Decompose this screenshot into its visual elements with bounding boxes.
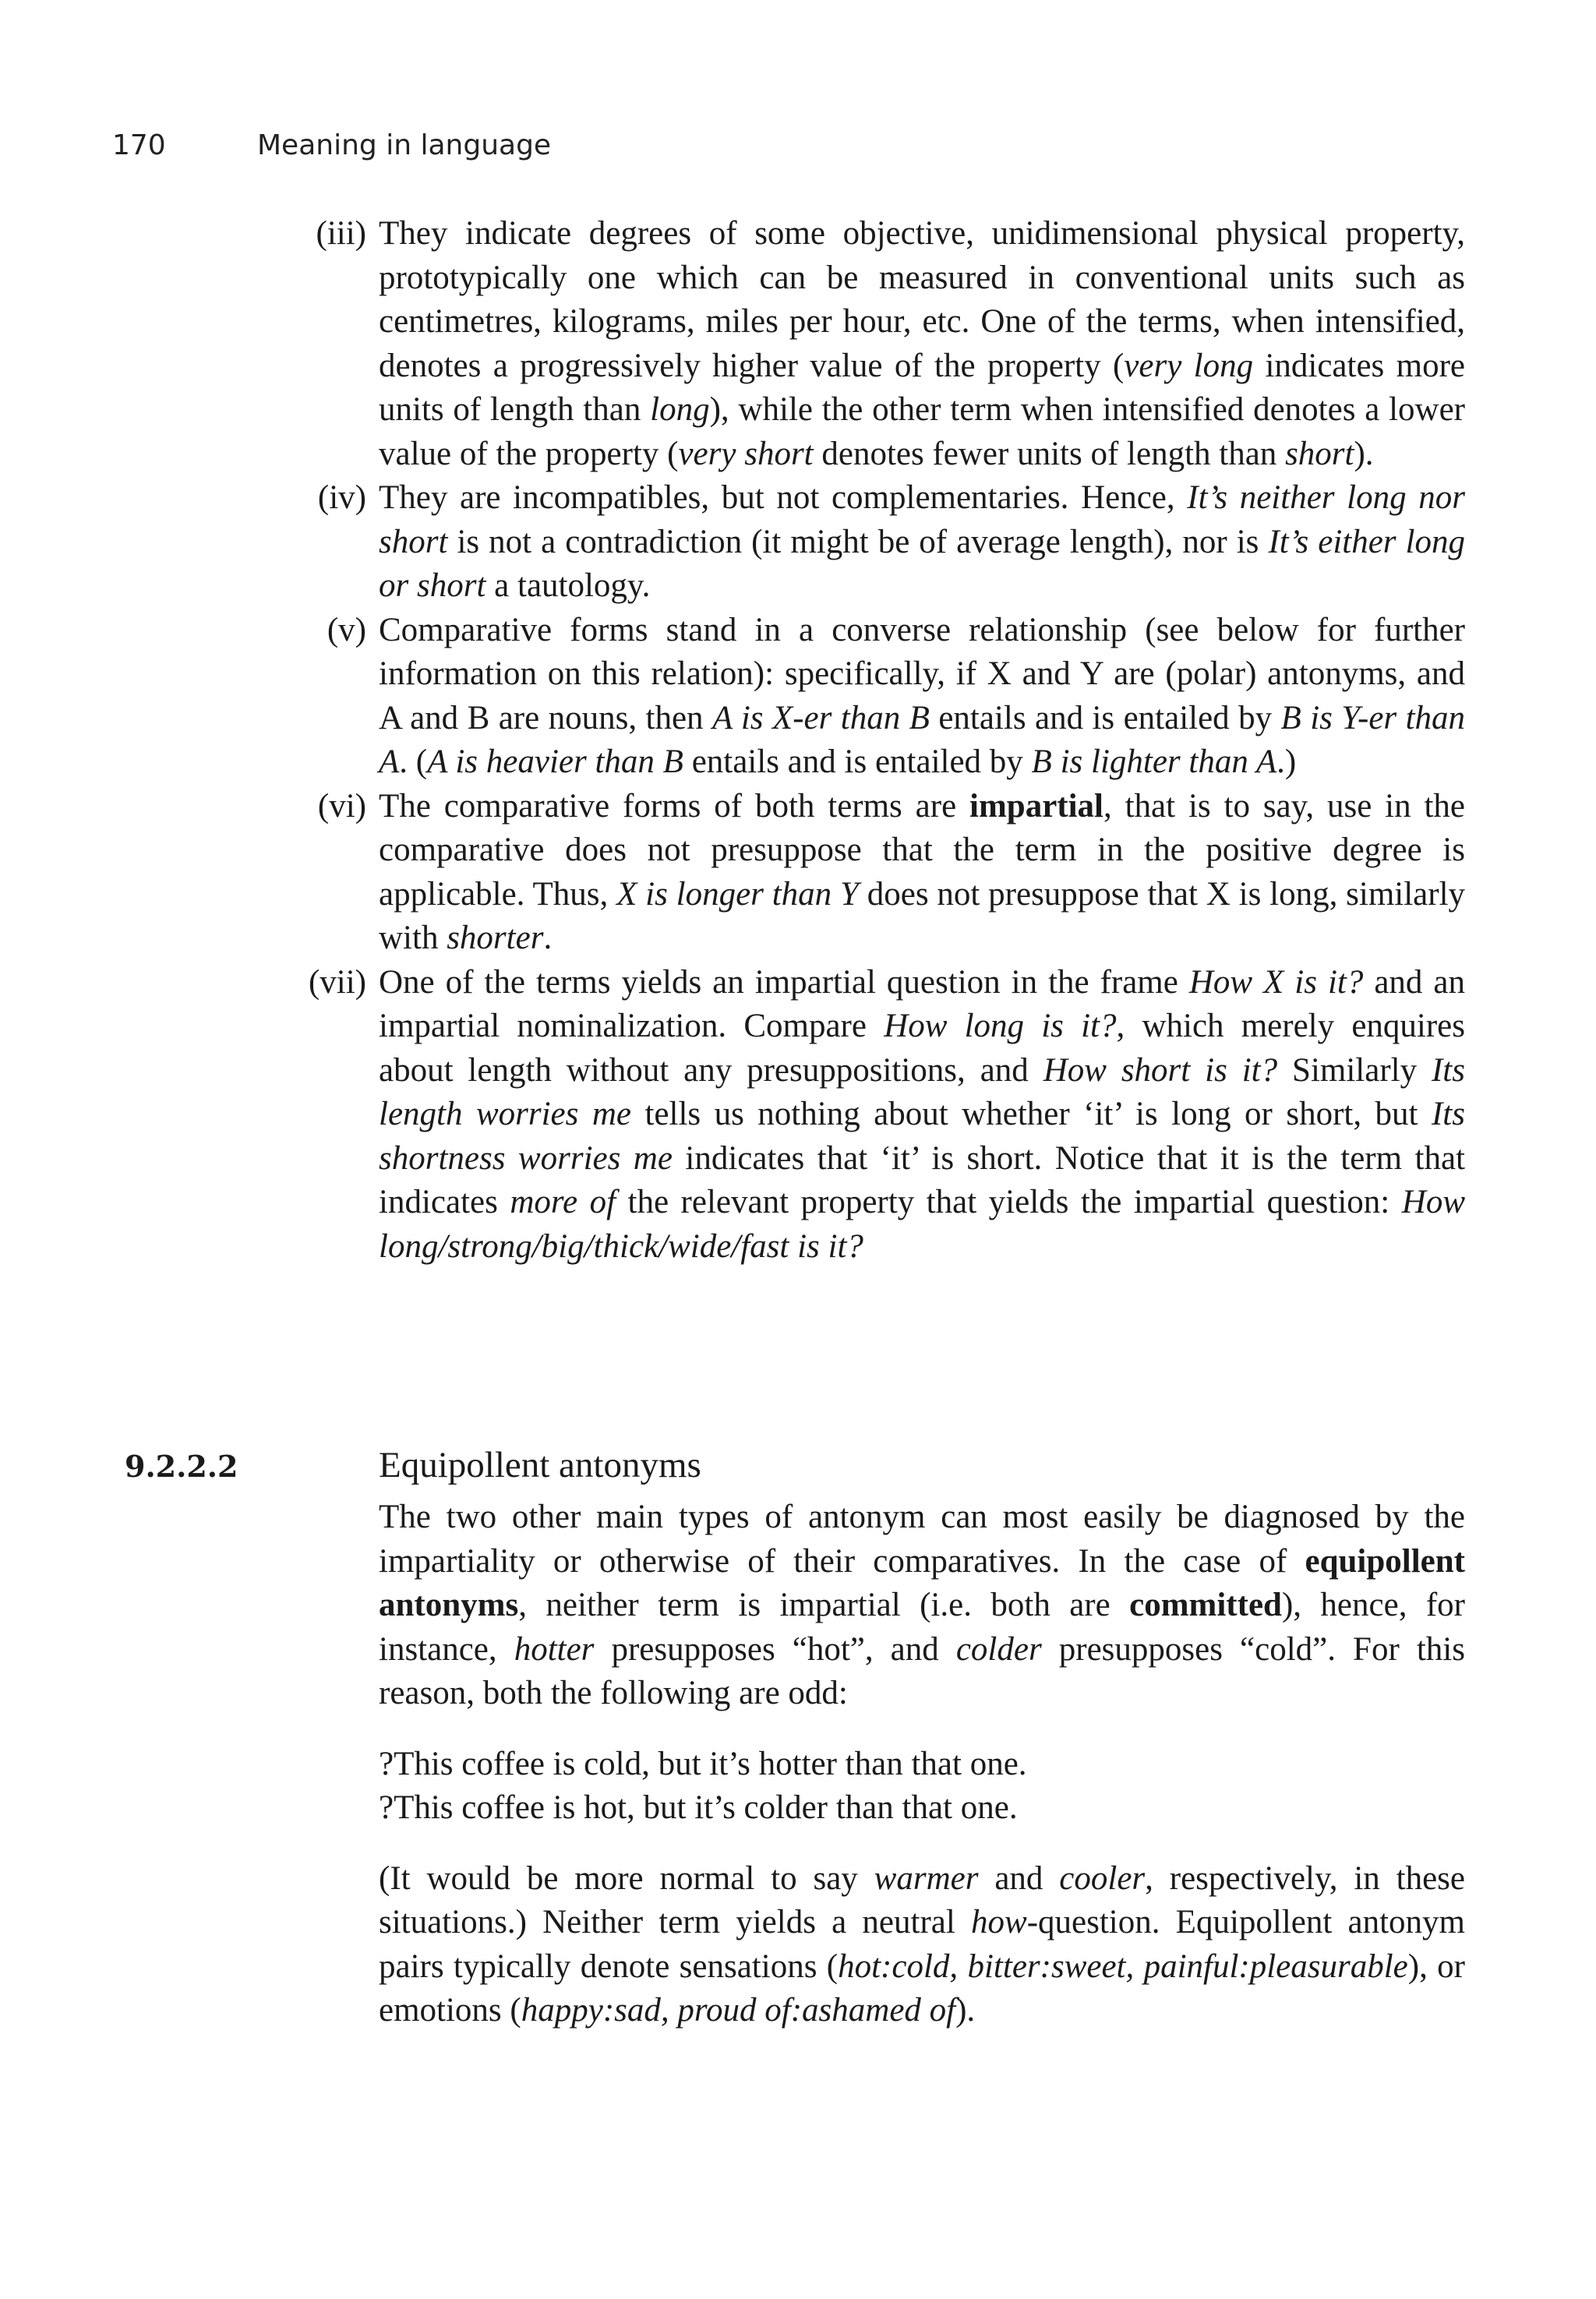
section-heading (125, 1442, 1465, 1490)
italic-text: hotter (514, 1630, 595, 1668)
italic-text: long (650, 391, 710, 428)
italic-text: colder (955, 1630, 1042, 1668)
list-item-text (379, 212, 1465, 476)
italic-text: short (1285, 435, 1354, 472)
text-run: tells us nothing about whether ‘it’ is long or short, but (630, 1096, 1432, 1132)
text-run: and an impartial nominalization. Compare (379, 963, 1465, 1044)
text-run: ), or emotions ( (379, 1948, 1465, 2029)
example-sentences (379, 1743, 1465, 1831)
text-run: the relevant property that yields the impartial question: (616, 1184, 1402, 1220)
text-run: indicates that ‘it’ is short. Notice that it is the term that indicates (379, 1139, 1465, 1220)
italic-text: How short is it? (1043, 1051, 1278, 1089)
section-title: Equipollent antonyms (379, 1445, 701, 1485)
text-run: indicates more units of length than (379, 347, 1465, 428)
section-body (379, 1496, 1465, 2033)
text-run: , respectively, in these situations.) Neither term yields a neutral (379, 1859, 1465, 1941)
italic-text: B is Y-er than A (379, 699, 1466, 780)
text-run: , neither term is impartial (i.e. both are (518, 1587, 1130, 1623)
body-paragraph (379, 1496, 1465, 1716)
text-run: , which merely enquires about length without any presuppositions, and (379, 1008, 1465, 1089)
text-run: entails and is entailed by (929, 699, 1281, 736)
example-sentence: ?This coffee is hot, but it’s colder than that one. (379, 1789, 1018, 1826)
text-run: does not presuppose that X is long, similarly with (379, 875, 1466, 956)
list-item-text (379, 961, 1465, 1270)
text-run: presupposes “hot”, and (594, 1630, 956, 1668)
text-run: One of the terms yields an impartial question in the frame (379, 963, 1189, 1001)
text-run: ). (955, 1992, 976, 2029)
list-item-number: (vi) (317, 787, 366, 825)
text-run: a tautology. (486, 567, 651, 604)
italic-text: very long (1124, 347, 1254, 384)
italic-text: very short (678, 435, 814, 472)
list-item-text (379, 785, 1465, 961)
list-item-number: (vii) (308, 963, 366, 1001)
text-run: and (978, 1859, 1060, 1897)
italic-text: warmer (874, 1859, 979, 1897)
italic-text: cooler (1059, 1859, 1146, 1897)
text-run: Similarly (1277, 1051, 1432, 1089)
italic-text: hot:cold, bitter:sweet, painful:pleasurable (838, 1948, 1408, 1985)
text-run: -question. Equipollent antonym pairs typically denote sensations ( (379, 1904, 1465, 1985)
text-run: Comparative forms stand in a converse relationship (see below for further information on this relation): specifically, if X and Y are (polar) antonyms, and A and B are nouns, then (379, 611, 1465, 736)
italic-text: A is X-er than B (711, 699, 930, 736)
text-run: (It would be more normal to say (379, 1859, 874, 1897)
italic-text: It’s neither long nor short (379, 479, 1466, 560)
italic-text: How X is it? (1188, 963, 1364, 1001)
italic-text: Its length worries me (379, 1051, 1465, 1132)
italic-text: happy:sad, proud of:ashamed of (521, 1992, 956, 2029)
body-paragraph (379, 1857, 1465, 2033)
list-item-text (379, 476, 1465, 609)
list-item (257, 476, 1465, 609)
italic-text: shorter (447, 920, 544, 956)
list-item-text (379, 609, 1465, 785)
italic-text: Its shortness worries me (379, 1096, 1465, 1177)
text-run: is not a contradiction (it might be of average length), nor is (447, 523, 1269, 560)
italic-text: A is heavier than B (427, 743, 683, 780)
list-item-number: (iv) (317, 479, 366, 516)
list-item (257, 785, 1465, 961)
italic-text: How long/strong/big/thick/wide/fast is it? (379, 1184, 1465, 1265)
text-run: .) (1276, 743, 1297, 780)
page-number: 170 (112, 129, 166, 161)
text-run: presupposes “cold”. For this reason, both the following are odd: (379, 1630, 1465, 1711)
italic-text: more of (510, 1184, 616, 1220)
text-run: . ( (399, 743, 428, 780)
list-item (257, 609, 1465, 785)
text-run: The comparative forms of both terms are (379, 787, 970, 825)
text-run: , that is to say, use in the comparative does not presuppose that the term in the positive degree is applicable. Thus, (379, 787, 1465, 913)
list-item-number: (v) (327, 611, 366, 648)
italic-text: It’s either long or short (379, 523, 1465, 604)
bold-term: equipollent antonyms (379, 1542, 1465, 1623)
text-run: The two other main types of antonym can most easily be diagnosed by the impartiality or otherwise of their comparatives. In the case of (379, 1499, 1465, 1580)
example-sentence: ?This coffee is cold, but it’s hotter than that one. (379, 1745, 1027, 1782)
text-run: ). (1354, 435, 1374, 472)
italic-text: How long is it? (884, 1008, 1117, 1044)
bold-term: impartial (969, 787, 1103, 825)
property-list (257, 212, 1465, 1269)
list-item (257, 212, 1465, 476)
list-item-number: (iii) (316, 215, 366, 252)
italic-text: how (971, 1904, 1027, 1941)
italic-text: B is lighter than A (1031, 743, 1277, 780)
text-run: denotes fewer units of length than (813, 435, 1286, 472)
section-number: 9.2.2.2 (125, 1449, 238, 1484)
text-run: They are incompatibles, but not complementaries. Hence, (379, 479, 1188, 516)
bold-term: committed (1129, 1587, 1282, 1623)
list-item (257, 961, 1465, 1270)
text-run: . (543, 920, 553, 956)
text-run: ), while the other term when intensified denotes a lower value of the property ( (379, 391, 1465, 472)
italic-text: X is longer than Y (616, 875, 859, 913)
text-run: entails and is entailed by (683, 743, 1032, 780)
text-run: ), hence, for instance, (379, 1587, 1465, 1668)
text-run: They indicate degrees of some objective, unidimensional physical property, prototypically one which can be measured in conventional units such as centimetres, kilograms, miles per hour, etc. One of the terms, when intensified, denotes a progressively higher value of the property ( (379, 215, 1465, 384)
running-title: Meaning in language (257, 129, 552, 161)
running-head (112, 129, 551, 161)
